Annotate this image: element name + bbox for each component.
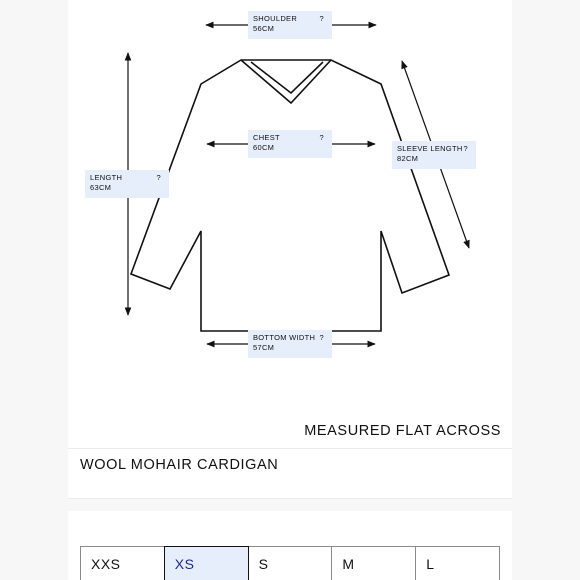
size-option-xs[interactable]: XS: [164, 546, 249, 580]
measure-label-chest: [248, 130, 332, 158]
size-option-xxs[interactable]: XXS: [81, 547, 165, 580]
measure-label-length: [85, 170, 169, 198]
measure-value: 60CM: [253, 143, 275, 152]
measure-name: BOTTOM WIDTH: [253, 333, 316, 342]
measure-value: 82CM: [397, 154, 419, 163]
measure-label-bottom-width: [248, 330, 332, 358]
size-option-l[interactable]: L: [416, 547, 499, 580]
measure-name: LENGTH: [90, 173, 123, 182]
measured-flat-note: MEASURED FLAT ACROSS: [304, 423, 501, 439]
help-icon[interactable]: ?: [319, 333, 324, 342]
divider: [68, 448, 512, 449]
sweater-outline: [131, 60, 449, 331]
measure-name: SLEEVE LENGTH: [397, 144, 463, 153]
measure-name: SHOULDER: [253, 14, 298, 23]
measure-value: 63CM: [90, 183, 112, 192]
measure-value: 57CM: [253, 343, 275, 352]
product-title: WOOL MOHAIR CARDIGAN: [80, 457, 279, 473]
size-option-s[interactable]: S: [249, 547, 333, 580]
help-icon[interactable]: ?: [156, 173, 161, 182]
section-gap: [68, 499, 512, 511]
measure-value: 56CM: [253, 24, 275, 33]
help-icon[interactable]: ?: [319, 14, 324, 23]
help-icon[interactable]: ?: [319, 133, 324, 142]
help-icon[interactable]: ?: [463, 144, 468, 153]
measure-label-shoulder: [248, 11, 332, 39]
measure-name: CHEST: [253, 133, 280, 142]
size-option-m[interactable]: M: [332, 547, 416, 580]
measure-label-sleeve-length: [392, 141, 476, 169]
size-selector: [80, 546, 500, 580]
